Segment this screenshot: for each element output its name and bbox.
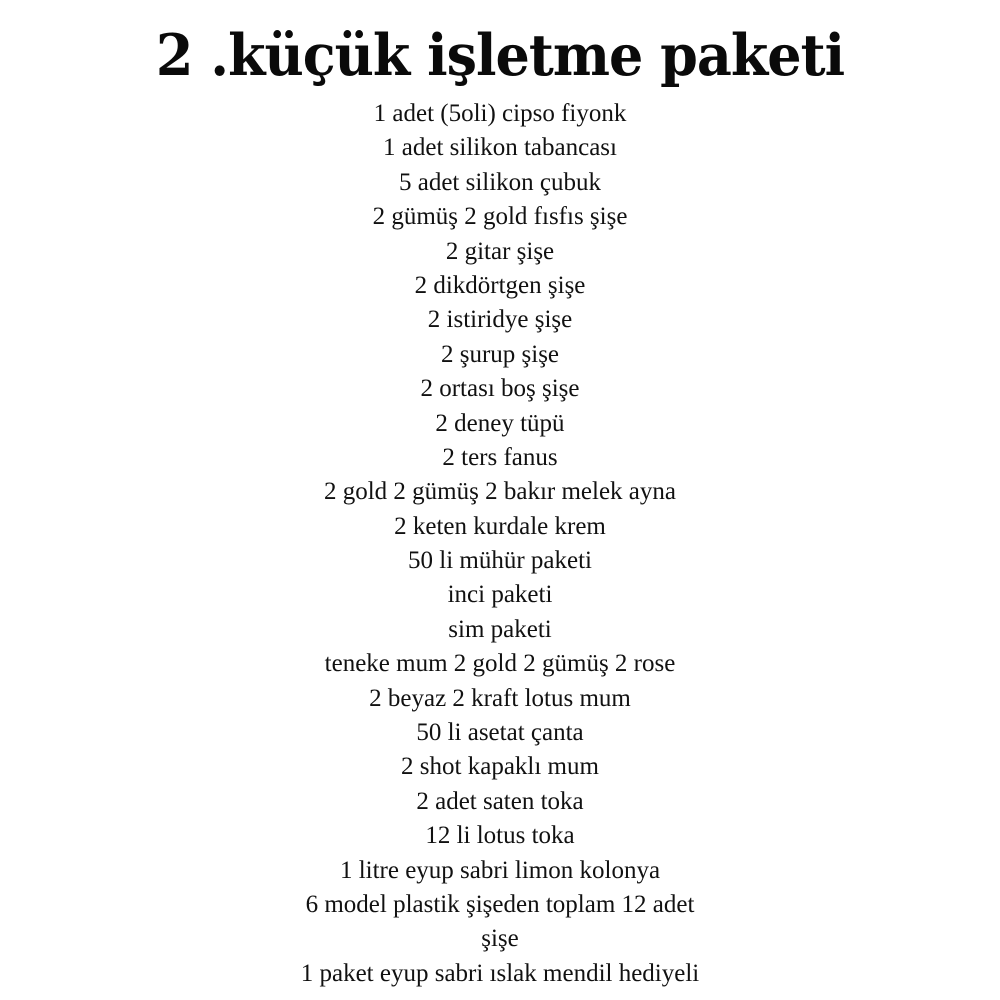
list-item: sim paketi bbox=[448, 615, 552, 643]
list-item: 1 adet silikon tabancası bbox=[383, 134, 617, 162]
list-item: 12 li lotus toka bbox=[425, 822, 575, 850]
list-item: 2 istiridye şişe bbox=[427, 306, 573, 334]
list-item: 50 li asetat çanta bbox=[416, 719, 584, 747]
list-item: 1 litre eyup sabri limon kolonya bbox=[339, 856, 661, 884]
list-item: 2 gold 2 gümüş 2 bakır melek ayna bbox=[323, 478, 676, 506]
list-item-continuation: şişe bbox=[481, 925, 519, 953]
list-item: 2 şurup şişe bbox=[440, 340, 560, 368]
list-item: 6 model plastik şişeden toplam 12 adet bbox=[305, 890, 695, 918]
list-item: 2 dikdörtgen şişe bbox=[414, 271, 586, 299]
list-item: 2 beyaz 2 kraft lotus mum bbox=[369, 684, 631, 712]
list-item: 2 adet saten toka bbox=[416, 787, 584, 815]
list-item: 2 ortası boş şişe bbox=[420, 375, 580, 403]
list-item: 2 shot kapaklı mum bbox=[401, 753, 599, 781]
list-item: inci paketi bbox=[447, 581, 553, 609]
page-title: 2 .küçük işletme paketi bbox=[155, 21, 845, 89]
list-item: 1 paket eyup sabri ıslak mendil hediyeli bbox=[300, 959, 700, 987]
package-items-list bbox=[0, 97, 1000, 991]
list-item: 2 ters fanus bbox=[442, 443, 558, 471]
list-item: 2 deney tüpü bbox=[435, 409, 565, 437]
list-item: 2 gitar şişe bbox=[445, 237, 555, 265]
list-item: 2 keten kurdale krem bbox=[394, 512, 606, 540]
list-item: 50 li mühür paketi bbox=[408, 547, 592, 575]
list-item: teneke mum 2 gold 2 gümüş 2 rose bbox=[324, 650, 676, 678]
list-item: 1 adet (5oli) cipso fiyonk bbox=[373, 100, 627, 127]
list-item: 2 gümüş 2 gold fısfıs şişe bbox=[372, 203, 628, 231]
list-item: 5 adet silikon çubuk bbox=[398, 168, 602, 196]
